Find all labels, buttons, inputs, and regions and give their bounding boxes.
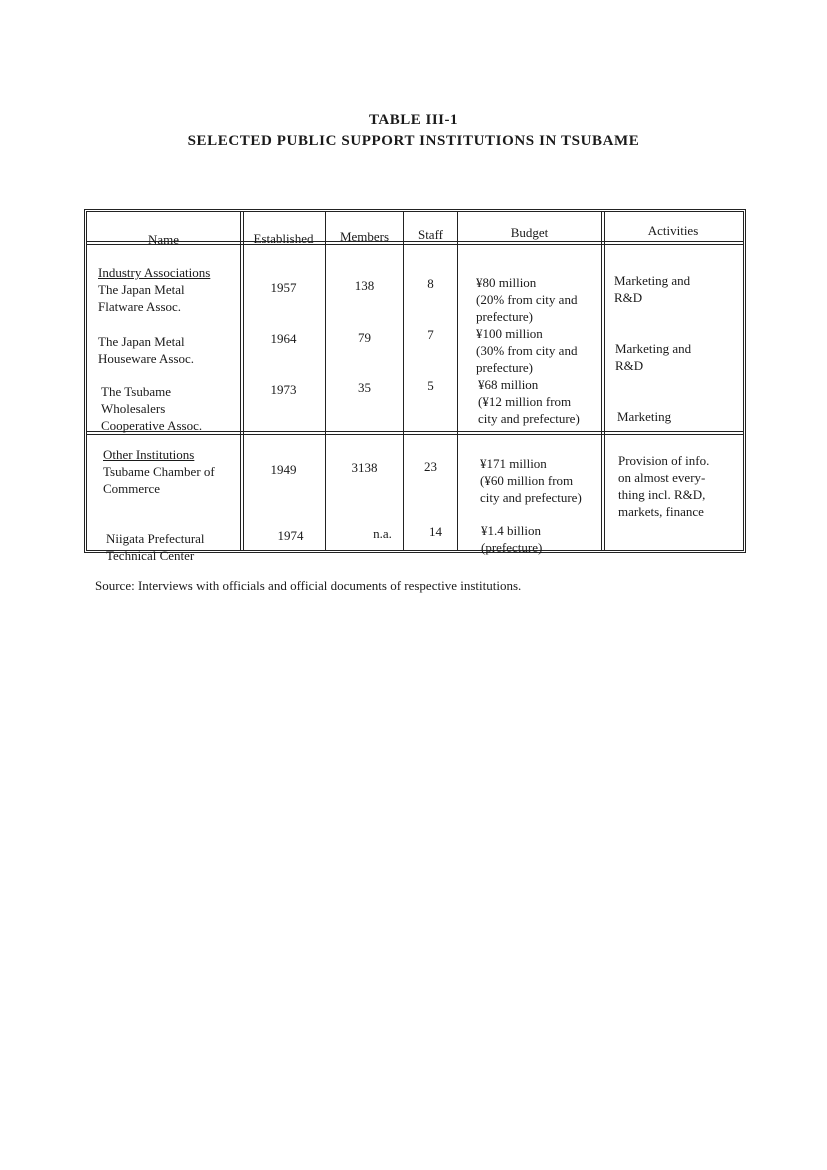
table-title: TABLE III-1 — [369, 112, 458, 128]
row-name: Niigata Prefectural Technical Center — [106, 531, 205, 563]
section-label-industry: Industry Associations — [98, 265, 211, 280]
header-members: Members — [339, 229, 390, 244]
row-budget: ¥171 million (¥60 million from city and prefecture) — [480, 456, 582, 505]
row-established: 1957 — [270, 280, 297, 295]
row-activities: Marketing and R&D — [614, 273, 691, 305]
row-members: 35 — [358, 380, 371, 395]
row-activities: Provision of info. on almost every- thing incl. R&D, markets, finance — [618, 453, 710, 519]
table-subtitle: SELECTED PUBLIC SUPPORT INSTITUTIONS IN TSUBAME — [187, 133, 640, 149]
row-budget: ¥80 million (20% from city and prefecture) — [476, 275, 578, 324]
row-members: 3138 — [351, 460, 378, 475]
header-activities: Activities — [647, 223, 699, 238]
row-name: The Tsubame Wholesalers Cooperative Assoc. — [101, 384, 203, 433]
row-established: 1964 — [270, 331, 297, 346]
row-name: Tsubame Chamber of Commerce — [103, 464, 215, 496]
row-budget: ¥1.4 billion (prefecture) — [481, 523, 543, 555]
row-staff: 14 — [429, 524, 442, 539]
row-members: n.a. — [373, 526, 392, 541]
row-established: 1974 — [277, 528, 304, 543]
source-note: Source: Interviews with officials and official documents of respective institutions. — [95, 578, 522, 593]
institutions-table — [84, 209, 746, 563]
row-activities: Marketing — [617, 409, 672, 424]
title-block — [0, 112, 827, 150]
row-established: 1949 — [270, 462, 297, 477]
row-name: The Japan Metal Houseware Assoc. — [98, 334, 195, 366]
header-budget: Budget — [510, 225, 549, 240]
header-established: Established — [253, 231, 314, 246]
header-name: Name — [147, 232, 180, 247]
row-budget: ¥68 million (¥12 million from city and prefecture) — [478, 377, 580, 426]
section-label-other: Other Institutions — [103, 447, 195, 462]
header-staff: Staff — [417, 227, 444, 242]
row-established: 1973 — [270, 382, 297, 397]
col-divider — [457, 212, 458, 550]
row-staff: 23 — [424, 459, 437, 474]
row-members: 138 — [354, 278, 375, 293]
row-staff: 5 — [427, 378, 434, 393]
row-members: 79 — [358, 330, 371, 345]
row-name: The Japan Metal Flatware Assoc. — [98, 282, 185, 314]
row-staff: 8 — [427, 276, 434, 291]
row-budget: ¥100 million (30% from city and prefecture) — [476, 326, 578, 375]
row-activities: Marketing and R&D — [615, 341, 692, 373]
col-divider — [601, 212, 605, 550]
row-staff: 7 — [427, 327, 434, 342]
